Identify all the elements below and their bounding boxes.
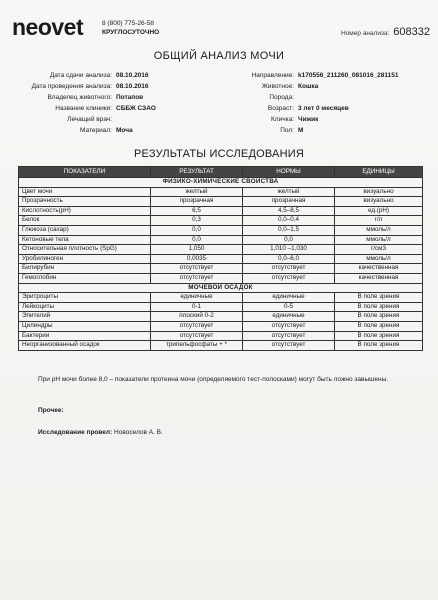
info-label: Дата проведения анализа: bbox=[31, 83, 112, 90]
phone-number: 8 (800) 775-26-58 bbox=[102, 20, 155, 27]
unit-cell: визуально bbox=[335, 187, 423, 197]
info-value: 08.10.2016 bbox=[116, 72, 149, 79]
info-label: Владелец животного: bbox=[47, 94, 112, 101]
table-row bbox=[19, 264, 423, 274]
table-row bbox=[19, 225, 423, 235]
section-title: МОЧЕВОЙ ОСАДОК bbox=[19, 283, 423, 293]
norm-cell: отсутствует bbox=[243, 321, 335, 331]
result-cell: 1,050 bbox=[151, 245, 243, 255]
norm-cell: прозрачная bbox=[243, 197, 335, 207]
info-value: k170556_211260_081016_281151 bbox=[298, 72, 399, 79]
norm-cell: 0,0–6,0 bbox=[243, 254, 335, 264]
neovet-logo: neovet bbox=[12, 14, 84, 40]
page-title: ОБЩИЙ АНАЛИЗ МОЧИ bbox=[153, 50, 285, 62]
parameter-cell: Цвет мочи bbox=[19, 187, 151, 197]
info-value: Кошка bbox=[298, 83, 319, 90]
phone-block bbox=[102, 19, 159, 37]
other-label: Прочее: bbox=[38, 407, 64, 414]
norm-cell: отсутствует bbox=[243, 331, 335, 341]
result-cell: 0,0 bbox=[151, 235, 243, 245]
performed-by bbox=[38, 429, 163, 436]
unit-cell: качественная bbox=[335, 273, 423, 283]
phone-subtitle: КРУГЛОСУТОЧНО bbox=[102, 29, 160, 36]
info-value: Моча bbox=[116, 127, 133, 134]
table-row bbox=[19, 254, 423, 264]
unit-cell: В поле зрения bbox=[335, 341, 423, 351]
info-label: Лечащий врач: bbox=[67, 116, 112, 123]
result-cell: 6,5 bbox=[151, 206, 243, 216]
info-value: Чижик bbox=[298, 116, 319, 123]
ph-note: При pH мочи более 8,0 – показатели протеина мочи (определяемого тест-полосками) могут быть ложно завышены. bbox=[38, 376, 389, 383]
analysis-number bbox=[341, 26, 430, 38]
results-title: РЕЗУЛЬТАТЫ ИССЛЕДОВАНИЯ bbox=[134, 148, 304, 160]
unit-cell: г/см3 bbox=[335, 245, 423, 255]
table-row bbox=[19, 245, 423, 255]
unit-cell: качественная bbox=[335, 264, 423, 274]
table-row bbox=[19, 206, 423, 216]
performed-name: Новоселов А. В. bbox=[114, 429, 163, 436]
info-value: СББЖ СЗАО bbox=[116, 105, 156, 112]
unit-cell: В поле зрения bbox=[335, 321, 423, 331]
result-cell: плоский 0-2 bbox=[151, 312, 243, 322]
table-row bbox=[19, 331, 423, 341]
section-row bbox=[19, 283, 423, 293]
unit-cell: ммоль/л bbox=[335, 235, 423, 245]
parameter-cell: Лейкоциты bbox=[19, 302, 151, 312]
norm-cell: единичные bbox=[243, 293, 335, 303]
column-header: ЕДИНИЦЫ bbox=[335, 167, 423, 178]
unit-cell: В поле зрения bbox=[335, 293, 423, 303]
norm-cell: отсутствует bbox=[243, 264, 335, 274]
table-row bbox=[19, 312, 423, 322]
unit-cell: визуально bbox=[335, 197, 423, 207]
parameter-cell: Прозрачность bbox=[19, 197, 151, 207]
column-header: РЕЗУЛЬТАТ bbox=[151, 167, 243, 178]
parameter-cell: Глюкоза (сахар) bbox=[19, 225, 151, 235]
table-row bbox=[19, 187, 423, 197]
table-header-row bbox=[19, 167, 423, 178]
norm-cell: 1,010 –1,030 bbox=[243, 245, 335, 255]
unit-cell: ед.(pH) bbox=[335, 206, 423, 216]
parameter-cell: Неорганизованный осадок bbox=[19, 341, 151, 351]
table-row bbox=[19, 197, 423, 207]
result-cell: отсутствует bbox=[151, 321, 243, 331]
parameter-cell: Кетоновые тела bbox=[19, 235, 151, 245]
norm-cell: отсутствует bbox=[243, 341, 335, 351]
info-value: 3 лет 0 месяцев bbox=[298, 105, 349, 112]
analysis-number-value: 608332 bbox=[393, 26, 430, 38]
parameter-cell: Гемоглобин bbox=[19, 273, 151, 283]
table-row bbox=[19, 302, 423, 312]
parameter-cell: Эритроциты bbox=[19, 293, 151, 303]
table-row bbox=[19, 235, 423, 245]
info-label: Материал: bbox=[80, 127, 112, 134]
info-label: Пол: bbox=[280, 127, 294, 134]
parameter-cell: Белок bbox=[19, 216, 151, 226]
result-cell: 0-1 bbox=[151, 302, 243, 312]
norm-cell: 0-5 bbox=[243, 302, 335, 312]
table-row bbox=[19, 321, 423, 331]
info-label: Дата сдачи анализа: bbox=[49, 72, 112, 79]
norm-cell: 0,0–0,4 bbox=[243, 216, 335, 226]
result-cell: 0,0 bbox=[151, 225, 243, 235]
result-cell: 0,3 bbox=[151, 216, 243, 226]
column-header: ПОКАЗАТЕЛИ bbox=[19, 167, 151, 178]
parameter-cell: Кислотность(pH) bbox=[19, 206, 151, 216]
info-right bbox=[220, 72, 438, 142]
info-label: Название клиники: bbox=[55, 105, 112, 112]
unit-cell: В поле зрения bbox=[335, 331, 423, 341]
section-title: ФИЗИКО-ХИМИЧЕСКИЕ СВОЙСТВА bbox=[19, 178, 423, 188]
column-header: НОРМЫ bbox=[243, 167, 335, 178]
unit-cell: ммоль/л bbox=[335, 225, 423, 235]
result-cell: трипельфосфаты + * bbox=[151, 341, 243, 351]
result-cell: отсутствует bbox=[151, 273, 243, 283]
results-table bbox=[18, 166, 423, 351]
info-label: Кличка: bbox=[270, 116, 294, 123]
info-value: Потапов bbox=[116, 94, 144, 101]
table-row bbox=[19, 341, 423, 351]
unit-cell: г/л bbox=[335, 216, 423, 226]
result-cell: желтый bbox=[151, 187, 243, 197]
analysis-number-label: Номер анализа: bbox=[341, 30, 390, 37]
norm-cell: 4,5–8,5 bbox=[243, 206, 335, 216]
info-label: Порода: bbox=[269, 94, 294, 101]
norm-cell: 0,0 bbox=[243, 235, 335, 245]
info-value: М bbox=[298, 127, 304, 134]
info-left bbox=[0, 72, 220, 142]
parameter-cell: Эпителий bbox=[19, 312, 151, 322]
table-row bbox=[19, 273, 423, 283]
info-label: Направление: bbox=[251, 72, 294, 79]
norm-cell: единичные bbox=[243, 312, 335, 322]
unit-cell: ммоль/л bbox=[335, 254, 423, 264]
parameter-cell: Цилиндры bbox=[19, 321, 151, 331]
performed-label: Исследование провел: bbox=[38, 429, 113, 436]
info-label: Животное: bbox=[261, 83, 294, 90]
result-cell: единичные bbox=[151, 293, 243, 303]
parameter-cell: Бактерии bbox=[19, 331, 151, 341]
section-row bbox=[19, 178, 423, 188]
results-body bbox=[19, 178, 423, 351]
norm-cell: 0,0–1,5 bbox=[243, 225, 335, 235]
parameter-cell: Относительная плотность (SpG) bbox=[19, 245, 151, 255]
parameter-cell: Билирубин bbox=[19, 264, 151, 274]
result-cell: прозрачная bbox=[151, 197, 243, 207]
unit-cell: В поле зрения bbox=[335, 302, 423, 312]
norm-cell: желтый bbox=[243, 187, 335, 197]
norm-cell: отсутствует bbox=[243, 273, 335, 283]
unit-cell: В поле зрения bbox=[335, 312, 423, 322]
table-row bbox=[19, 293, 423, 303]
info-value: 08.10.2016 bbox=[116, 83, 149, 90]
result-cell: отсутствует bbox=[151, 331, 243, 341]
parameter-cell: Уробилиноген bbox=[19, 254, 151, 264]
result-cell: 0,0035 bbox=[151, 254, 243, 264]
info-label: Возраст: bbox=[267, 105, 294, 112]
table-row bbox=[19, 216, 423, 226]
result-cell: отсутствует bbox=[151, 264, 243, 274]
